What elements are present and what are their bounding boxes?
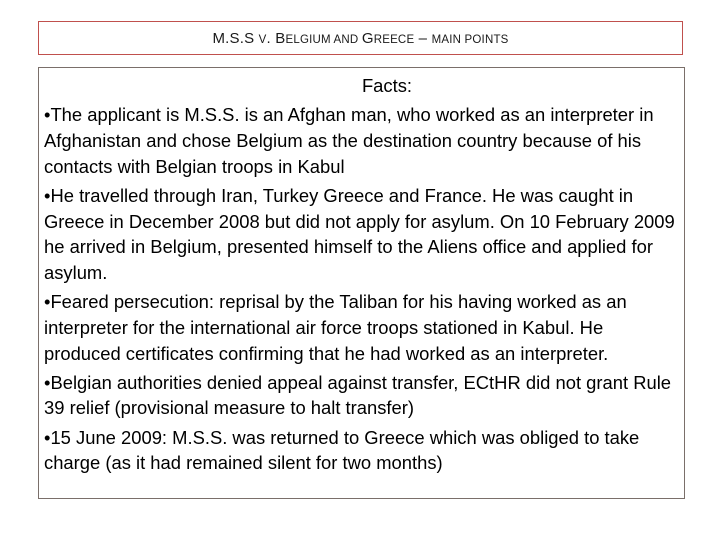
bullet-item [44,366,680,421]
bullet-icon: • [44,184,51,206]
title-box [38,21,683,55]
slide-title [212,30,508,47]
bullet-text: Belgian authorities denied appeal against transfer, ECtHR did not grant Rule 39 relief (provisional measure to halt transfer) [44,371,672,419]
title-part: ELGIUM AND [285,33,362,46]
bullet-icon: • [44,426,51,448]
bullet-item [44,286,680,367]
bullet-icon: • [44,291,51,313]
title-part: . B [266,29,286,47]
slide-content [44,73,680,476]
title-part: MAIN POINTS [431,33,509,46]
title-part: M.S.S [212,29,259,47]
bullet-icon: • [44,104,51,126]
bullet-text: He travelled through Iran, Turkey Greece and France. He was caught in Greece in December 2008 but did not apply for asylum. On 10 February 2009 he arrived in Belgium, presented himself to the Aliens office and applied for asylum. [44,184,675,283]
bullet-text: Feared persecution: reprisal by the Taliban for his having worked as an interpreter for the international air force troops stationed in Kabul. He produced certificates confirming that he had worked as an interpreter. [44,291,627,364]
bullet-item [44,421,680,476]
bullet-text: The applicant is M.S.S. is an Afghan man, who worked as an interpreter in Afghanistan and chose Belgium as the destination country because of his contacts with Belgian troops in Kabul [44,104,654,177]
bullet-text: 15 June 2009: M.S.S. was returned to Greece which was obliged to take charge (as it had remained silent for two months) [44,426,640,474]
title-part: – [414,29,432,47]
bullet-item [44,179,680,285]
title-part: REECE [373,33,415,46]
bullet-icon: • [44,371,51,393]
bullet-item [44,99,680,180]
title-part: V [258,33,267,46]
facts-heading: Facts: [361,75,413,96]
title-part: G [361,29,374,47]
